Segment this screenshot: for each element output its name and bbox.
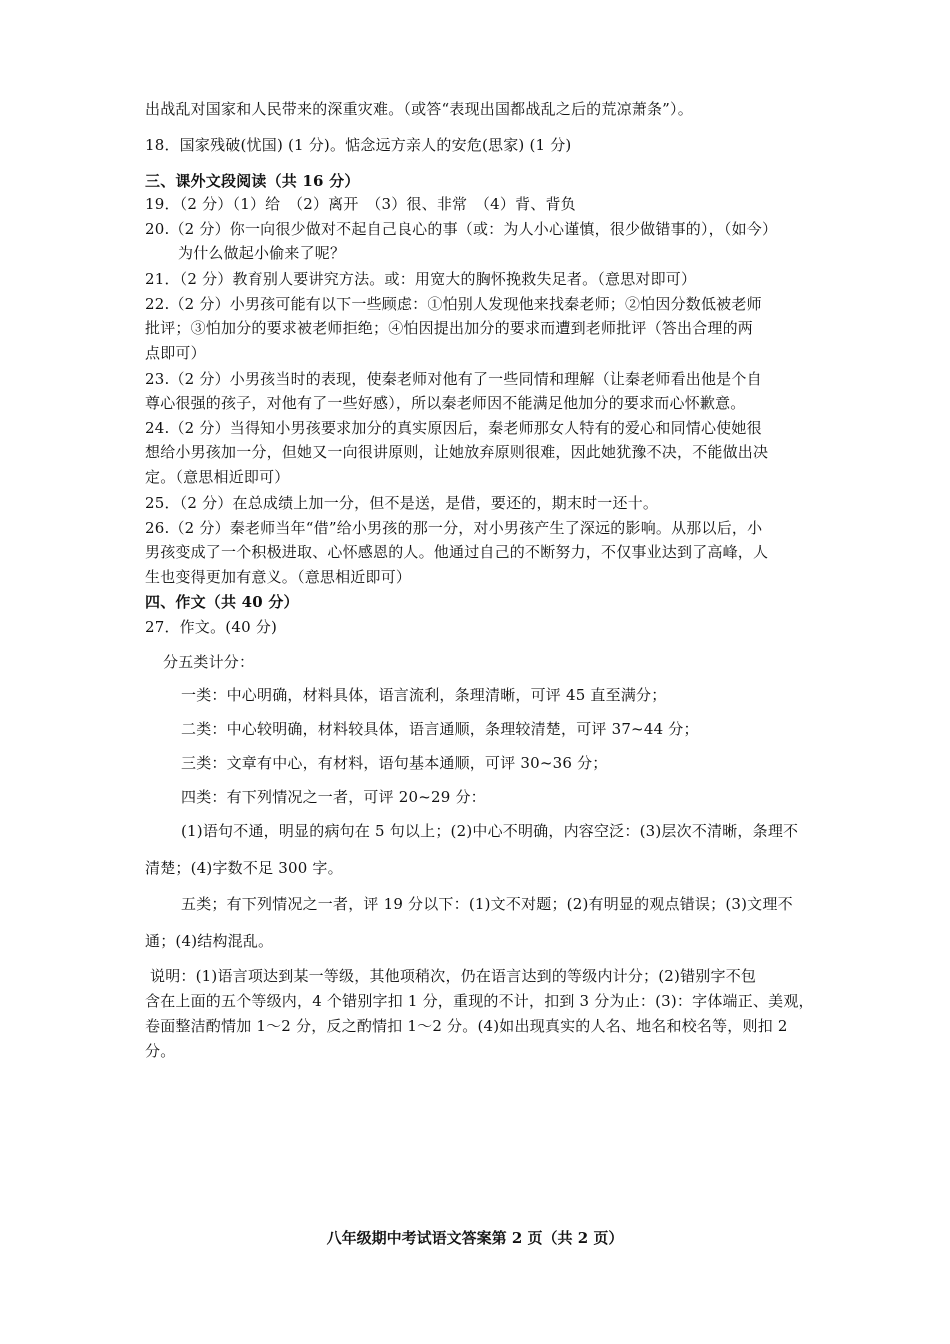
answer-22-line3: 点即可） — [145, 344, 206, 362]
grade-level-1: 一类：中心明确，材料具体，语言流利，条理清晰，可评 45 直至满分； — [181, 686, 667, 704]
grade-level-2: 二类：中心较明确，材料较具体，语言通顺，条理较清楚，可评 37~44 分； — [181, 720, 699, 738]
answer-25: 25．（2 分）在总成绩上加一分，但不是送，是借，要还的，期末时一还十。 — [145, 494, 659, 512]
answer-22-line2: 批评；③怕加分的要求被老师拒绝；④怕因提出加分的要求而遭到老师批评（答出合理的两 — [145, 319, 754, 337]
grade-level-3: 三类：文章有中心，有材料，语句基本通顺，可评 30~36 分； — [181, 754, 608, 772]
answer-19: 19．（2 分）（1）给 （2）离开 （3）很、非常 （4）背、背负 — [145, 195, 576, 213]
answer-27: 27．作文。(40 分) — [145, 618, 278, 636]
grade-level-4-detail-line2: 清楚；(4)字数不足 300 字。 — [145, 859, 343, 877]
answer-26-line2: 男孩变成了一个积极进取、心怀感恩的人。他通过自己的不断努力，不仅事业达到了高峰，人 — [145, 543, 769, 561]
grading-intro: 分五类计分： — [163, 653, 255, 671]
notes-line4: 分。 — [145, 1042, 176, 1060]
answer-23-line1: 23.（2 分）小男孩当时的表现，使秦老师对他有了一些同情和理解（让秦老师看出他是个自 — [145, 370, 762, 388]
answer-20-line2: 为什么做起小偷来了呢？ — [178, 244, 346, 262]
answer-20-line1: 20.（2 分）你一向很少做对不起自己良心的事（或：为人小心谨慎，很少做错事的），（如今） — [145, 220, 778, 238]
answer-24-line2: 想给小男孩加一分，但她又一向很讲原则，让她放弃原则很难，因此她犹豫不决，不能做出决 — [145, 443, 769, 461]
grade-level-4: 四类：有下列情况之一者，可评 20~29 分： — [181, 788, 486, 806]
section-heading-composition: 四、作文（共 40 分） — [145, 593, 299, 611]
answer-24-line3: 定。（意思相近即可） — [145, 468, 290, 486]
answer-17-continuation: 出战乱对国家和人民带来的深重灾难。（或答“表现出国都战乱之后的荒凉萧条”）。 — [145, 100, 693, 118]
page-footer: 八年级期中考试语文答案第 2 页（共 2 页） — [326, 1229, 624, 1247]
answer-24-line1: 24.（2 分）当得知小男孩要求加分的真实原因后，秦老师那女人特有的爱心和同情心使她很 — [145, 419, 762, 437]
grade-level-5-line1: 五类；有下列情况之一者，评 19 分以下：(1)文不对题；(2)有明显的观点错误；(3)文理不 — [181, 895, 793, 913]
answer-26-line1: 26.（2 分）秦老师当年“借”给小男孩的那一分，对小男孩产生了深远的影响。从那以后，小 — [145, 519, 763, 537]
grade-level-5-line2: 通；(4)结构混乱。 — [145, 932, 274, 950]
answer-21: 21．（2 分）教育别人要讲究方法。或：用宽大的胸怀挽救失足者。（意思对即可） — [145, 270, 697, 288]
notes-line2: 含在上面的五个等级内，4 个错别字扣 1 分，重现的不计，扣到 3 分为止：(3)：字体端正、美观， — [145, 992, 814, 1010]
grade-level-4-detail-line1: (1)语句不通，明显的病句在 5 句以上；(2)中心不明确，内容空泛：(3)层次不清晰，条理不 — [181, 822, 799, 840]
section-heading-reading: 三、课外文段阅读（共 16 分） — [145, 172, 360, 190]
answer-26-line3: 生也变得更加有意义。（意思相近即可） — [145, 568, 412, 586]
answer-22-line1: 22.（2 分）小男孩可能有以下一些顾虑：①怕别人发现他来找秦老师；②怕因分数低被老师 — [145, 295, 762, 313]
answer-23-line2: 尊心很强的孩子，对他有了一些好感），所以秦老师因不能满足他加分的要求而心怀歉意。 — [145, 394, 746, 412]
notes-line3: 卷面整洁酌情加 1～2 分，反之酌情扣 1～2 分。(4)如出现真实的人名、地名和校名等，则扣 2 — [145, 1017, 788, 1035]
answer-18: 18．国家残破(忧国) (1 分)。惦念远方亲人的安危(思家) (1 分) — [145, 136, 572, 154]
notes-line1: 说明：(1)语言项达到某一等级，其他项稍次，仍在语言达到的等级内计分；(2)错别字不包 — [150, 967, 757, 985]
